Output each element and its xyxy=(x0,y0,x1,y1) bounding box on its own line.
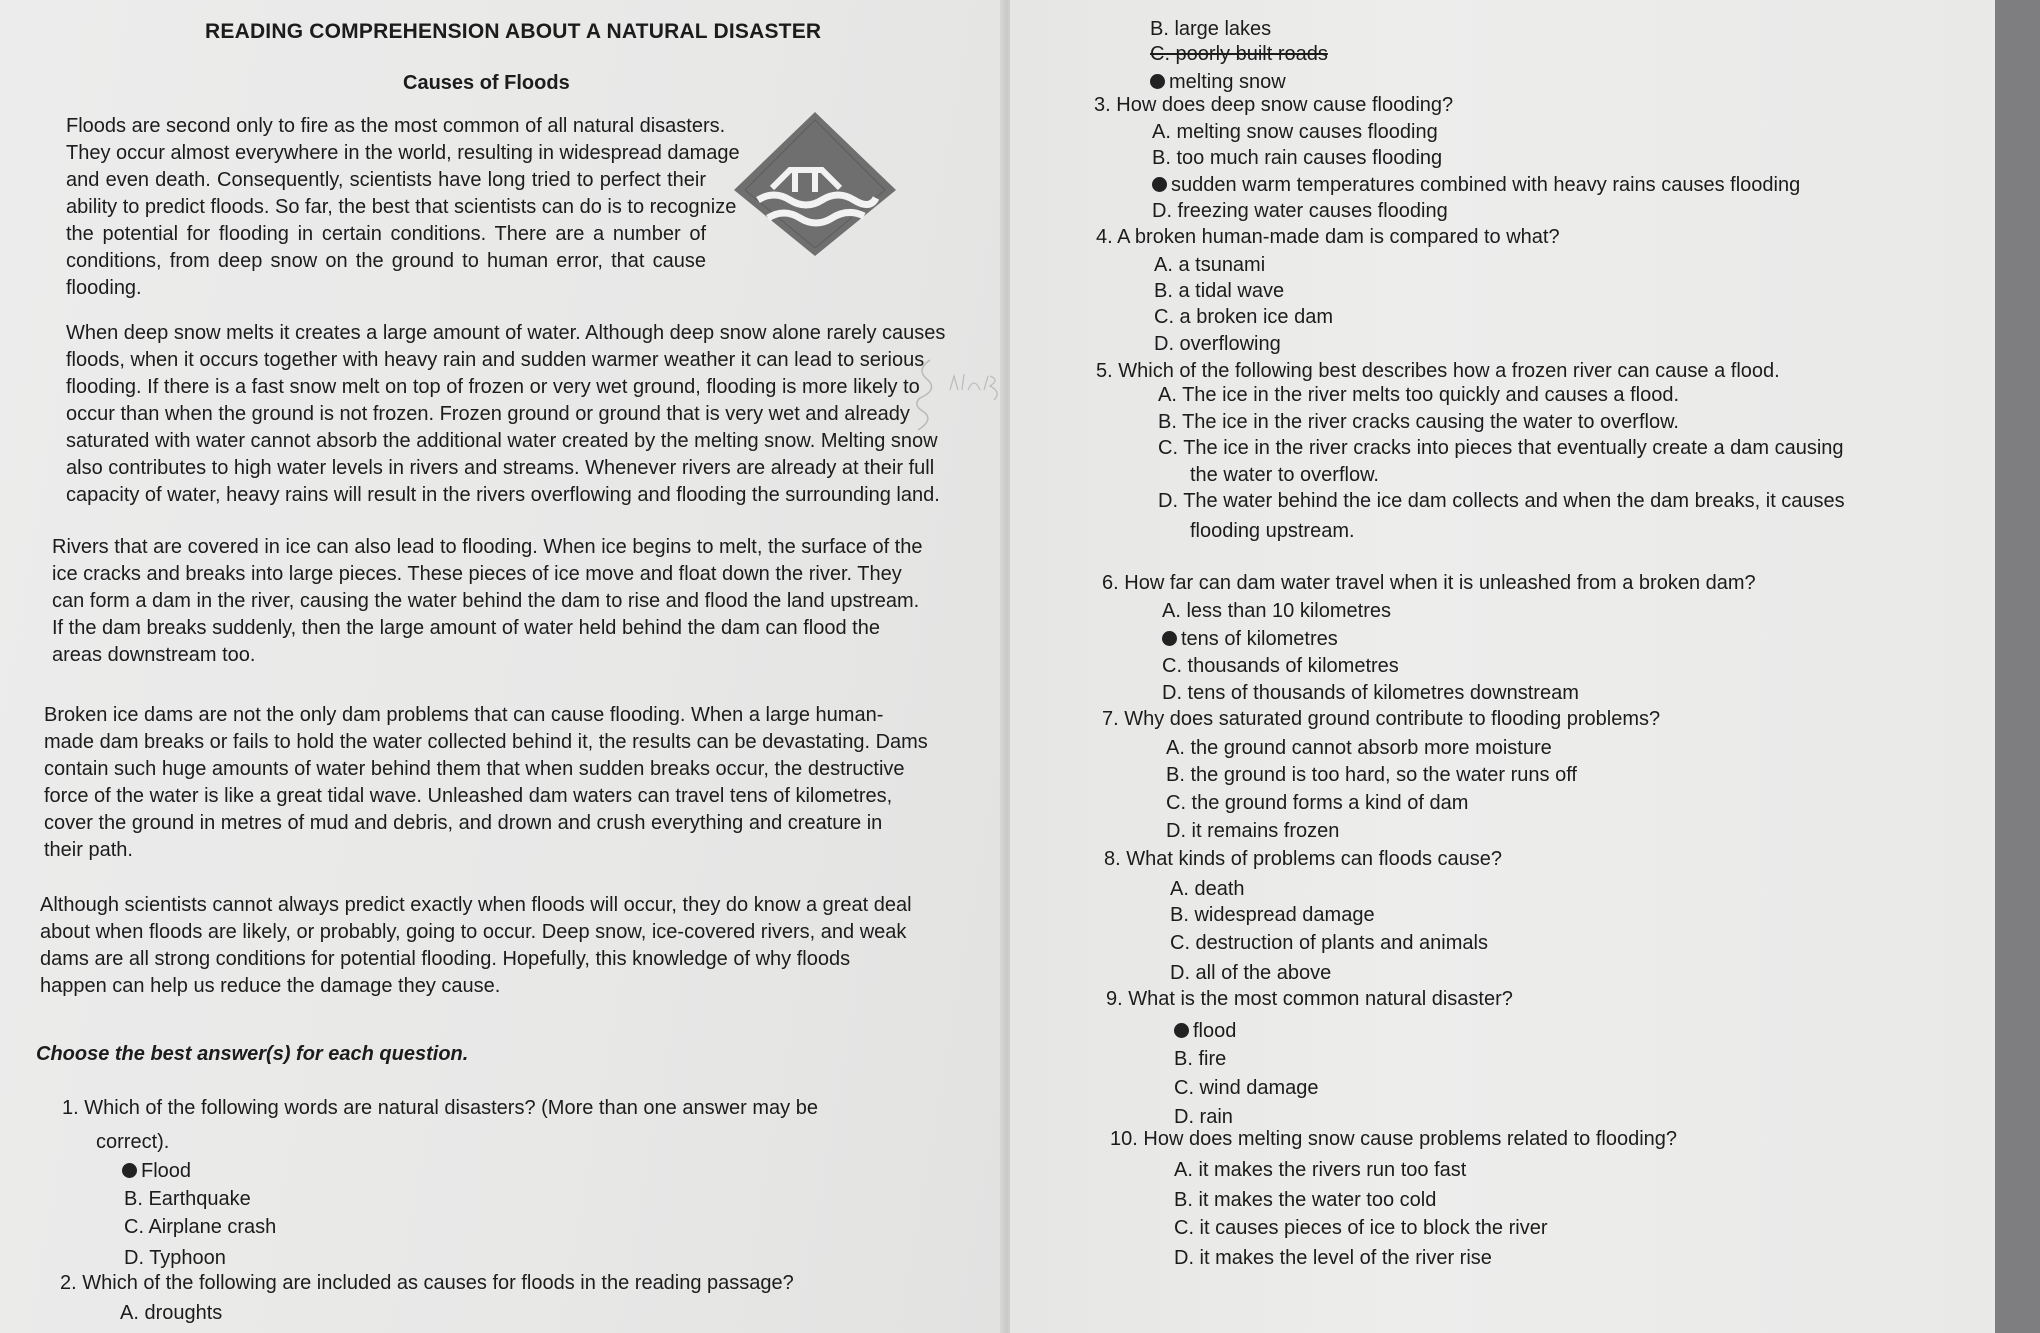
q8-option-a[interactable]: A. death xyxy=(1170,878,1245,900)
q4-option-d[interactable]: D. overflowing xyxy=(1154,333,1281,355)
paragraph-5-line: dams are all strong conditions for potential flooding. Hopefully, this knowledge of why floods xyxy=(40,948,851,970)
flood-warning-sign-icon xyxy=(730,108,900,258)
q8-option-d[interactable]: D. all of the above xyxy=(1170,962,1332,984)
paragraph-2-line: occur than when the ground is not frozen. Frozen ground or ground that is very wet and already xyxy=(66,403,910,425)
paragraph-2-line: also contributes to high water levels in rivers and streams. Whenever rivers are already at their full xyxy=(66,457,935,479)
question-number: 4. xyxy=(1096,226,1113,248)
q7-option-d[interactable]: D. it remains frozen xyxy=(1166,820,1340,842)
q5-option-a[interactable]: A. The ice in the river melts too quickly and causes a flood. xyxy=(1158,384,1680,406)
q5-option-c-continued: the water to overflow. xyxy=(1190,464,1379,486)
q5-option-d[interactable]: D. The water behind the ice dam collects and when the dam breaks, it causes xyxy=(1158,490,1845,512)
question-number: 1. xyxy=(62,1097,79,1119)
paragraph-1-line: flooding. xyxy=(66,277,142,299)
paragraph-1-line: the potential for flooding in certain conditions. There are a number of xyxy=(66,223,706,245)
q6-option-d[interactable]: D. tens of thousands of kilometres downstream xyxy=(1162,682,1579,704)
q10-option-b[interactable]: B. it makes the water too cold xyxy=(1174,1189,1437,1211)
q3-option-d[interactable]: D. freezing water causes flooding xyxy=(1152,200,1448,222)
question-text: Which of the following words are natural disasters? (More than one answer may be xyxy=(84,1097,818,1119)
pencil-scribble xyxy=(910,350,1008,440)
q9-option-a[interactable] xyxy=(1174,1020,1236,1043)
paragraph-4-line: force of the water is like a great tidal wave. Unleashed dam waters can travel tens of kilometres, xyxy=(44,785,893,807)
question-1-continued: correct). xyxy=(96,1131,170,1153)
paragraph-2 xyxy=(66,320,946,509)
left-page xyxy=(0,0,1008,1333)
instruction-text: Choose the best answer(s) for each question. xyxy=(36,1043,469,1065)
paragraph-1-line: and even death. Consequently, scientists have long tried to perfect their xyxy=(66,169,706,191)
q9-option-b[interactable]: B. fire xyxy=(1174,1048,1227,1070)
q5-option-d-continued: flooding upstream. xyxy=(1190,520,1355,542)
paragraph-5-line: Although scientists cannot always predict exactly when floods will occur, they do know a great deal xyxy=(40,894,912,916)
q7-option-b[interactable]: B. the ground is too hard, so the water runs off xyxy=(1166,764,1577,786)
option-label: sudden warm temperatures combined with heavy rains causes flooding xyxy=(1171,174,1801,196)
option-label: Flood xyxy=(141,1160,192,1182)
q6-option-a[interactable]: A. less than 10 kilometres xyxy=(1162,600,1391,622)
q5-option-c[interactable]: C. The ice in the river cracks into pieces that eventually create a dam causing xyxy=(1158,437,1844,459)
question-number: 9. xyxy=(1106,988,1123,1010)
question-number: 10. xyxy=(1110,1128,1138,1150)
paragraph-1 xyxy=(66,113,740,302)
q2-option-a[interactable]: A. droughts xyxy=(120,1302,223,1324)
q1-option-c[interactable]: C. Airplane crash xyxy=(124,1216,277,1238)
paragraph-5-line: happen can help us reduce the damage they cause. xyxy=(40,975,501,997)
question-text: Which of the following are included as causes for floods in the reading passage? xyxy=(82,1272,794,1294)
question-6 xyxy=(1102,572,1756,595)
filled-circle-mark-icon xyxy=(1162,631,1177,646)
question-4 xyxy=(1096,226,1560,249)
q1-option-b[interactable]: B. Earthquake xyxy=(124,1188,251,1210)
question-10 xyxy=(1110,1128,1677,1151)
question-text: How does melting snow cause problems related to flooding? xyxy=(1143,1128,1678,1150)
question-8 xyxy=(1104,848,1502,871)
option-label: tens of kilometres xyxy=(1181,628,1338,650)
passage-title: Causes of Floods xyxy=(403,72,570,94)
question-7 xyxy=(1102,708,1660,731)
question-number: 8. xyxy=(1104,848,1121,870)
question-number: 3. xyxy=(1094,94,1111,116)
question-text: A broken human-made dam is compared to what? xyxy=(1117,226,1560,248)
paragraph-2-line: floods, when it occurs together with heavy rain and sudden warmer weather it can lead to serious xyxy=(66,349,925,371)
option-label: melting snow xyxy=(1169,71,1286,93)
q2-option-c[interactable]: C. poorly built roads xyxy=(1150,43,1328,65)
question-2 xyxy=(60,1272,794,1295)
q2-option-d[interactable] xyxy=(1150,71,1286,94)
filled-circle-mark-icon xyxy=(1152,177,1167,192)
q10-option-a[interactable]: A. it makes the rivers run too fast xyxy=(1174,1159,1467,1181)
q8-option-b[interactable]: B. widespread damage xyxy=(1170,904,1375,926)
paragraph-4-line: their path. xyxy=(44,839,133,861)
question-text: What kinds of problems can floods cause? xyxy=(1126,848,1503,870)
paragraph-3 xyxy=(52,534,923,669)
paragraph-3-line: ice cracks and breaks into large pieces. These pieces of ice move and float down the river. They xyxy=(52,563,902,585)
paragraph-4-line: contain such huge amounts of water behind them that when sudden breaks occur, the destructive xyxy=(44,758,905,780)
q3-option-c[interactable] xyxy=(1152,174,1800,197)
paragraph-3-line: Rivers that are covered in ice can also lead to flooding. When ice begins to melt, the surface of the xyxy=(52,536,923,558)
q8-option-c[interactable]: C. destruction of plants and animals xyxy=(1170,932,1488,954)
q6-option-c[interactable]: C. thousands of kilometres xyxy=(1162,655,1399,677)
question-number: 2. xyxy=(60,1272,77,1294)
q3-option-b[interactable]: B. too much rain causes flooding xyxy=(1152,147,1443,169)
paragraph-4-line: cover the ground in metres of mud and debris, and drown and crush everything and creature in xyxy=(44,812,883,834)
q10-option-d[interactable]: D. it makes the level of the river rise xyxy=(1174,1247,1492,1269)
question-3 xyxy=(1094,94,1453,117)
q4-option-b[interactable]: B. a tidal wave xyxy=(1154,280,1285,302)
question-text: What is the most common natural disaster? xyxy=(1128,988,1513,1010)
q3-option-a[interactable]: A. melting snow causes flooding xyxy=(1152,121,1438,143)
paragraph-1-line: ability to predict floods. So far, the best that scientists can do is to recognize xyxy=(66,196,737,218)
paragraph-4-line: made dam breaks or fails to hold the water collected behind it, the results can be devastating. Dams xyxy=(44,731,928,753)
q7-option-c[interactable]: C. the ground forms a kind of dam xyxy=(1166,792,1469,814)
background-edge xyxy=(1995,0,2040,1333)
right-page xyxy=(1010,0,1995,1333)
question-text: How far can dam water travel when it is unleashed from a broken dam? xyxy=(1124,572,1756,594)
q6-option-b[interactable] xyxy=(1162,628,1338,651)
question-text: Which of the following best describes how a frozen river can cause a flood. xyxy=(1118,360,1780,382)
question-9 xyxy=(1106,988,1513,1011)
q7-option-a[interactable]: A. the ground cannot absorb more moisture xyxy=(1166,737,1552,759)
question-1 xyxy=(62,1097,818,1120)
question-5 xyxy=(1096,360,1780,383)
paragraph-3-line: can form a dam in the river, causing the water behind the dam to rise and flood the land upstream. xyxy=(52,590,920,612)
paragraph-4 xyxy=(44,702,928,864)
paragraph-2-line: saturated with water cannot absorb the additional water created by the melting snow. Melting snow xyxy=(66,430,938,452)
paragraph-2-line: capacity of water, heavy rains will result in the rivers overflowing and flooding the surrounding land. xyxy=(66,484,940,506)
question-number: 5. xyxy=(1096,360,1113,382)
paragraph-5 xyxy=(40,892,910,1000)
q4-option-a[interactable]: A. a tsunami xyxy=(1154,254,1266,276)
filled-circle-mark-icon xyxy=(1150,74,1165,89)
q9-option-c[interactable]: C. wind damage xyxy=(1174,1077,1319,1099)
filled-circle-mark-icon xyxy=(1174,1023,1189,1038)
paragraph-2-line: When deep snow melts it creates a large amount of water. Although deep snow alone rarely causes xyxy=(66,322,946,344)
paragraph-1-line: Floods are second only to fire as the most common of all natural disasters. xyxy=(66,115,726,137)
option-label: flood xyxy=(1193,1020,1237,1042)
paragraph-3-line: areas downstream too. xyxy=(52,644,256,666)
question-number: 6. xyxy=(1102,572,1119,594)
question-text: How does deep snow cause flooding? xyxy=(1116,94,1454,116)
q9-option-d[interactable]: D. rain xyxy=(1174,1106,1233,1128)
worksheet-heading: READING COMPREHENSION ABOUT A NATURAL DISASTER xyxy=(205,20,822,43)
paragraph-3-line: If the dam breaks suddenly, then the large amount of water held behind the dam can flood the xyxy=(52,617,880,639)
paragraph-1-line: They occur almost everywhere in the world, resulting in widespread damage xyxy=(66,142,740,164)
q4-option-c[interactable]: C. a broken ice dam xyxy=(1154,306,1333,328)
q1-option-a[interactable] xyxy=(122,1160,191,1183)
paragraph-1-line: conditions, from deep snow on the ground to human error, that cause xyxy=(66,250,706,272)
question-number: 7. xyxy=(1102,708,1119,730)
q5-option-b[interactable]: B. The ice in the river cracks causing the water to overflow. xyxy=(1158,411,1679,433)
q2-option-b[interactable]: B. large lakes xyxy=(1150,18,1272,40)
q1-option-d[interactable]: D. Typhoon xyxy=(124,1247,226,1269)
paragraph-2-line: flooding. If there is a fast snow melt on top of frozen or very wet ground, flooding is more likely to xyxy=(66,376,920,398)
paragraph-4-line: Broken ice dams are not the only dam problems that can cause flooding. When a large human- xyxy=(44,704,884,726)
paragraph-5-line: about when floods are likely, or probably, going to occur. Deep snow, ice-covered rivers, and weak xyxy=(40,921,907,943)
question-text: Why does saturated ground contribute to flooding problems? xyxy=(1124,708,1661,730)
filled-circle-mark-icon xyxy=(122,1163,137,1178)
q10-option-c[interactable]: C. it causes pieces of ice to block the river xyxy=(1174,1217,1548,1239)
